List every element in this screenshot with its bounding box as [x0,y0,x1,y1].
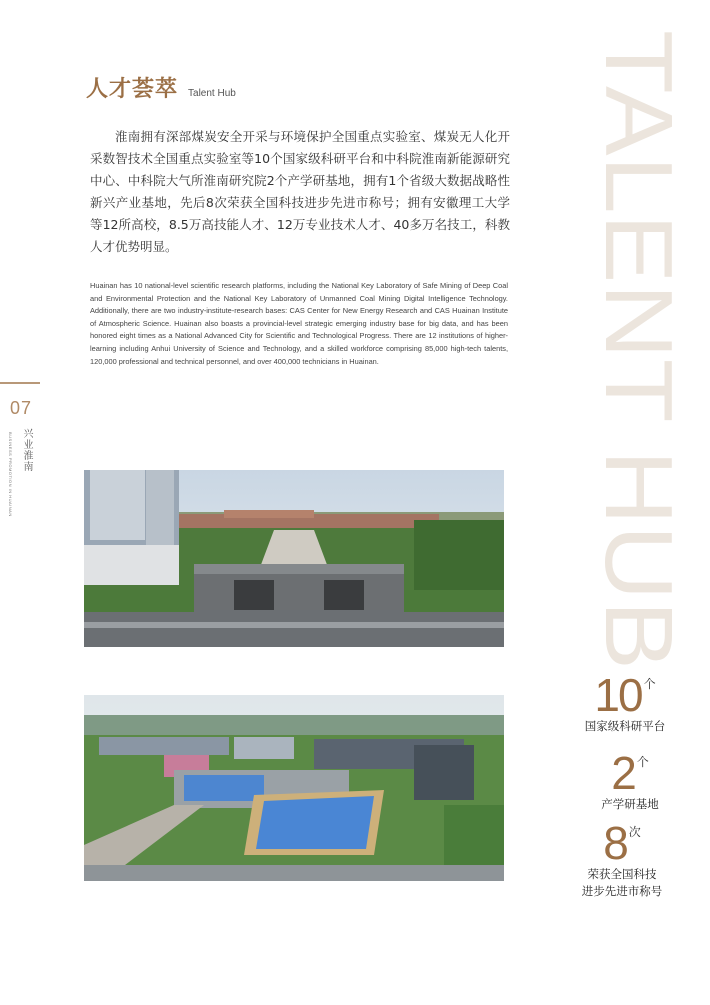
side-divider [0,382,40,384]
stat-unit: 个 [636,755,649,769]
title-en: Talent Hub [188,88,236,99]
stat-label: 国家级科研平台 [584,719,666,733]
side-section-cn: 兴业淮南 [21,428,32,472]
stat-research-bases [585,747,675,813]
body-text-cn: 淮南拥有深部煤炭安全开采与环境保护全国重点实验室、煤炭无人化开采数智技术全国重点实验室等10个国家级科研平台和中科院淮南新能源研究中心、中科院大气所淮南研究院2个产学研基地，拥有1个省级大数据战略性新兴产业基地，先后8次荣获全国科技进步先进市称号；拥有安徽理工大学等12所高校，8.5万高技能人才、12万专业技术人才、40多万名技工，科教人才优势明显。 [90,129,510,254]
university-gate-photo [84,470,504,647]
talent-hub-watermark [585,30,692,670]
stat-number: 10 [594,669,642,721]
watermark-text: TALENT HUB [585,30,692,619]
stat-research-platforms [575,669,675,735]
section-title [86,72,236,103]
stat-number: 2 [611,747,635,799]
title-cn: 人才荟萃 [86,77,179,102]
side-section-en: BUSINESS PROMOTION IN HUAINAN [8,432,13,517]
stat-unit: 次 [628,825,641,839]
research-park-photo [84,695,504,881]
body-text-en: Huainan has 10 national-level scientific research platforms, including the National Key Laboratory of Safe Mining of Deep Coal and Environmental Protection and the National Key Laboratory of Unmanned Coal Mining Digital Intelligence Technology. Additionally, there are two industry-institute-research bases: CAS Center for New Energy Research and CAS Huainan Institute of Atmospheric Science. Huainan also boasts a provincial-level strategic emerging industry base for big data, and has been honored eight times as a National Advanced City for Scientific and Technological Progress. There are 12 institutions of higher-learning including Anhui University of Science and Technology, and a skilled workforce comprising 85,000 high-tech talents, 120,000 professional and technical personnel, and over 400,000 technicians in Huainan. [90,281,508,366]
stat-label-line-1: 荣获全国科技 [587,867,657,881]
page-number: 07 [10,398,33,418]
stat-label-line-2: 进步先进市称号 [581,884,663,898]
stat-unit: 个 [643,677,656,691]
stat-number: 8 [603,817,627,869]
stat-advanced-city-titles [572,817,672,900]
stat-label: 产学研基地 [601,797,659,811]
